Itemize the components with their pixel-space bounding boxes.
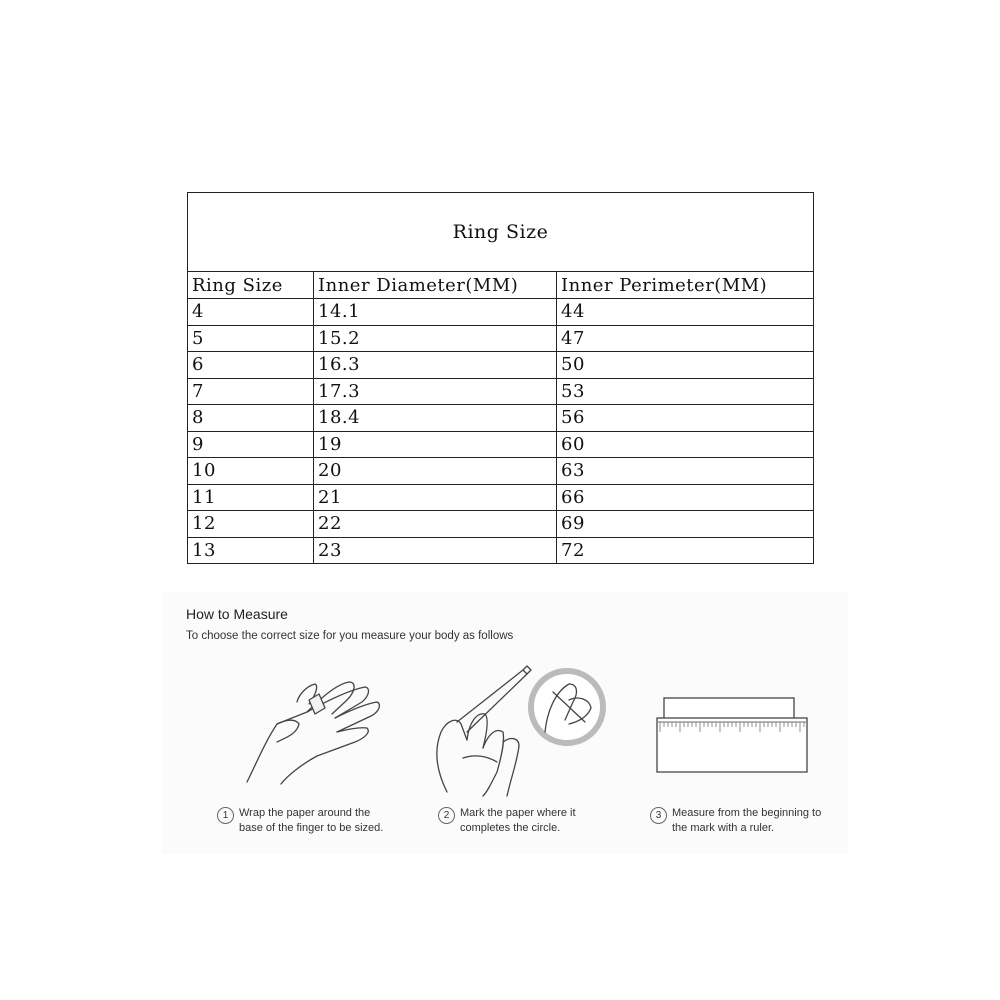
table-row [188,484,814,511]
cell-inner-perimeter: 44 [557,299,814,326]
cell-inner-diameter: 17.3 [314,378,557,405]
step-3-number: 3 [650,807,667,824]
step-2-line-2: completes the circle. [460,822,561,834]
cell-inner-perimeter: 56 [557,405,814,432]
cell-inner-perimeter: 72 [557,537,814,564]
header-ring-size: Ring Size [188,272,314,299]
cell-inner-perimeter: 66 [557,484,814,511]
table-row [188,378,814,405]
cell-ring-size: 6 [188,352,314,379]
cell-inner-diameter: 14.1 [314,299,557,326]
cell-inner-diameter: 22 [314,511,557,538]
cell-inner-diameter: 21 [314,484,557,511]
cell-inner-perimeter: 60 [557,431,814,458]
cell-inner-diameter: 16.3 [314,352,557,379]
cell-inner-diameter: 20 [314,458,557,485]
ruler-measure-illustration [652,692,817,777]
table-title: Ring Size [188,193,814,272]
cell-inner-perimeter: 50 [557,352,814,379]
cell-inner-perimeter: 69 [557,511,814,538]
header-inner-perimeter: Inner Perimeter(MM) [557,272,814,299]
table-row [188,325,814,352]
cell-inner-diameter: 23 [314,537,557,564]
measure-title: How to Measure [186,606,288,622]
step-1-line-2: base of the finger to be sized. [239,822,384,834]
step-2-line-1: Mark the paper where it [460,807,576,819]
table-row [188,431,814,458]
ring-size-table-container [187,192,813,575]
pen-marking-illustration [427,662,617,797]
step-3-line-1: Measure from the beginning to [672,807,822,819]
cell-inner-diameter: 15.2 [314,325,557,352]
cell-ring-size: 5 [188,325,314,352]
hand-wrap-illustration [237,672,387,792]
cell-inner-perimeter: 53 [557,378,814,405]
table-row [188,458,814,485]
cell-inner-perimeter: 63 [557,458,814,485]
cell-ring-size: 11 [188,484,314,511]
header-inner-diameter: Inner Diameter(MM) [314,272,557,299]
step-1-number: 1 [217,807,234,824]
cell-ring-size: 12 [188,511,314,538]
cell-inner-perimeter: 47 [557,325,814,352]
table-row [188,405,814,432]
cell-ring-size: 8 [188,405,314,432]
table-row [188,299,814,326]
cell-ring-size: 7 [188,378,314,405]
cell-inner-diameter: 18.4 [314,405,557,432]
table-row [188,511,814,538]
step-2-number: 2 [438,807,455,824]
how-to-measure-panel [162,592,848,854]
cell-inner-diameter: 19 [314,431,557,458]
cell-ring-size: 9 [188,431,314,458]
step-1-line-1: Wrap the paper around the [239,807,371,819]
measure-subtitle: To choose the correct size for you measure your body as follows [186,630,514,642]
ring-size-table [187,192,814,564]
cell-ring-size: 4 [188,299,314,326]
cell-ring-size: 10 [188,458,314,485]
cell-ring-size: 13 [188,537,314,564]
table-row [188,352,814,379]
table-header-row [188,272,814,299]
table-row [188,537,814,564]
step-3-line-2: the mark with a ruler. [672,822,775,834]
